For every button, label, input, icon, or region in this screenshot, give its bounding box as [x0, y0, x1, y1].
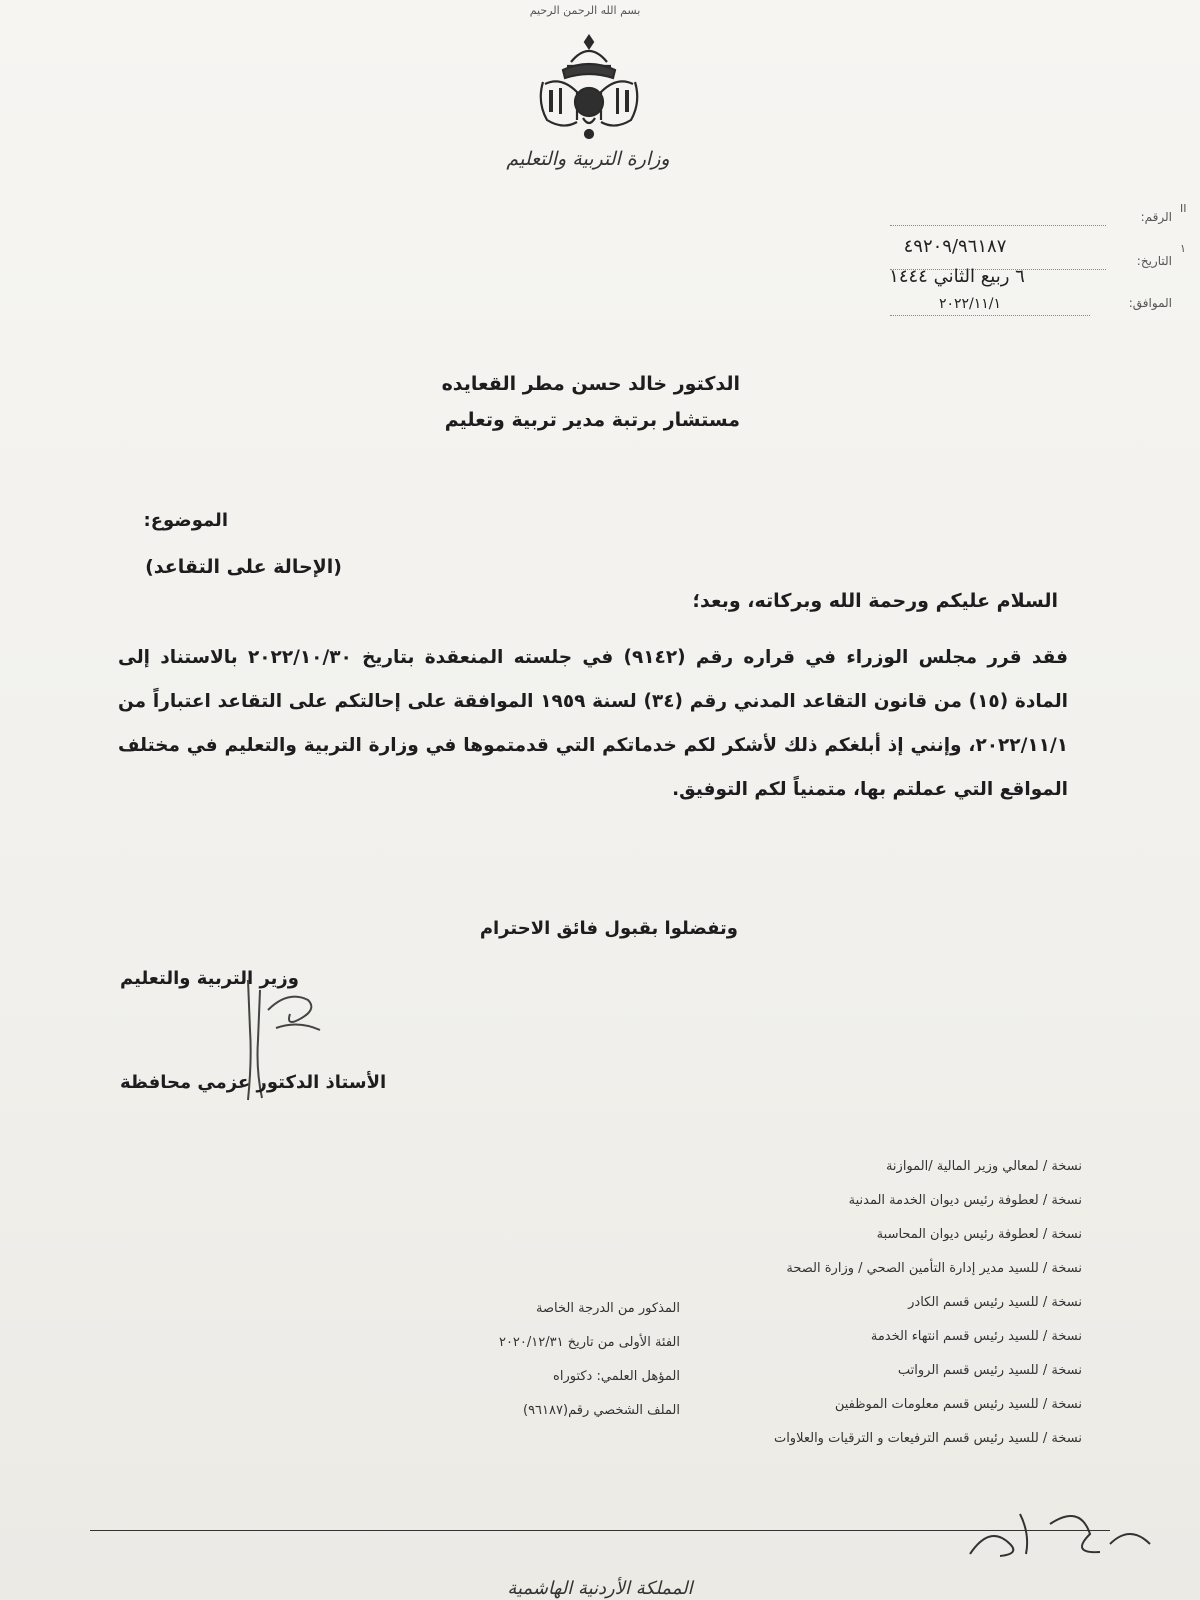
body-paragraph: فقد قرر مجلس الوزراء في قراره رقم (٩١٤٢) في جلسته المنعقدة بتاريخ ٢٠٢٢/١٠/٣٠ بالاستناد إلى المادة (١٥) من قانون التقاعد المدني رقم (٣٤) لسنة ١٩٥٩ الموافقة على إحالتكم على التقاعد اعتباراً من ٢٠٢٢/١١/١، وإنني إذ أبلغكم ذلك لأشكر لكم خدماتكم التي قدمتموها في وزارة التربية والتعليم في مختلف المواقع التي عملتم بها، متمنياً لكم التوفيق. — [118, 647, 1068, 800]
margin-mark: II — [1180, 202, 1187, 215]
employee-details — [420, 1292, 680, 1428]
copy-item: نسخة / لعطوفة رئيس ديوان الخدمة المدنية — [848, 1193, 1082, 1208]
footer-kingdom-name: المملكة الأردنية الهاشمية — [507, 1578, 693, 1599]
greeting: السلام عليكم ورحمة الله وبركاته، وبعد؛ — [692, 590, 1058, 612]
date-label: التاريخ: — [1136, 254, 1172, 268]
copy-item: نسخة / للسيد رئيس قسم انتهاء الخدمة — [870, 1329, 1082, 1344]
recipient-name: الدكتور خالد حسن مطر القعايده — [441, 373, 740, 395]
copy-item: نسخة / لمعالي وزير المالية /الموازنة — [885, 1159, 1082, 1174]
detail-line: الفئة الأولى من تاريخ ٢٠٢٠/١٢/٣١ — [498, 1335, 680, 1350]
hijri-date: ٦ ربيع الثاني ١٤٤٤ — [889, 266, 1025, 287]
number-label: الرقم: — [1140, 210, 1172, 224]
gregorian-date: ٢٠٢٢/١١/١ — [938, 296, 1002, 312]
copy-item: نسخة / للسيد رئيس قسم الترفيعات و الترقيات والعلاوات — [773, 1431, 1082, 1446]
corresponding-label: الموافق: — [1128, 296, 1172, 310]
royal-crown-emblem — [533, 32, 645, 142]
footer-initials-signature — [960, 1494, 1160, 1574]
reference-number: ٤٩٢٠٩/٩٦١٨٧ — [903, 236, 1007, 257]
closing-line: وتفضلوا بقبول فائق الاحترام — [479, 918, 738, 939]
detail-line: المؤهل العلمي: دكتوراه — [553, 1369, 680, 1384]
ministry-logo-text: وزارة التربية والتعليم — [506, 148, 670, 170]
copy-item: نسخة / للسيد رئيس قسم الكادر — [908, 1295, 1082, 1310]
basmala: بسم الله الرحمن الرحيم — [529, 4, 641, 17]
subject-label: الموضوع: — [143, 510, 228, 531]
copy-item: نسخة / للسيد مدير إدارة التأمين الصحي / وزارة الصحة — [786, 1261, 1082, 1276]
recipient-position: مستشار برتبة مدير تربية وتعليم — [444, 409, 740, 431]
copy-item: نسخة / لعطوفة رئيس ديوان المحاسبة — [876, 1227, 1082, 1242]
minister-name: الأستاذ الدكتور عزمي محافظة — [120, 1072, 387, 1093]
recipient-block — [442, 366, 740, 438]
corresponding-dotted-line — [890, 314, 1090, 316]
copy-item: نسخة / للسيد رئيس قسم الرواتب — [897, 1363, 1082, 1378]
footer-divider — [90, 1530, 1110, 1531]
detail-line: المذكور من الدرجة الخاصة — [536, 1301, 680, 1316]
number-dotted-line — [890, 224, 1106, 226]
detail-line: الملف الشخصي رقم(٩٦١٨٧) — [523, 1403, 680, 1418]
copy-item: نسخة / للسيد رئيس قسم معلومات الموظفين — [834, 1397, 1082, 1412]
minister-title: وزير التربية والتعليم — [120, 968, 299, 989]
subject-text: (الإحالة على التقاعد) — [145, 556, 342, 578]
margin-mark: ١ — [1180, 242, 1186, 255]
